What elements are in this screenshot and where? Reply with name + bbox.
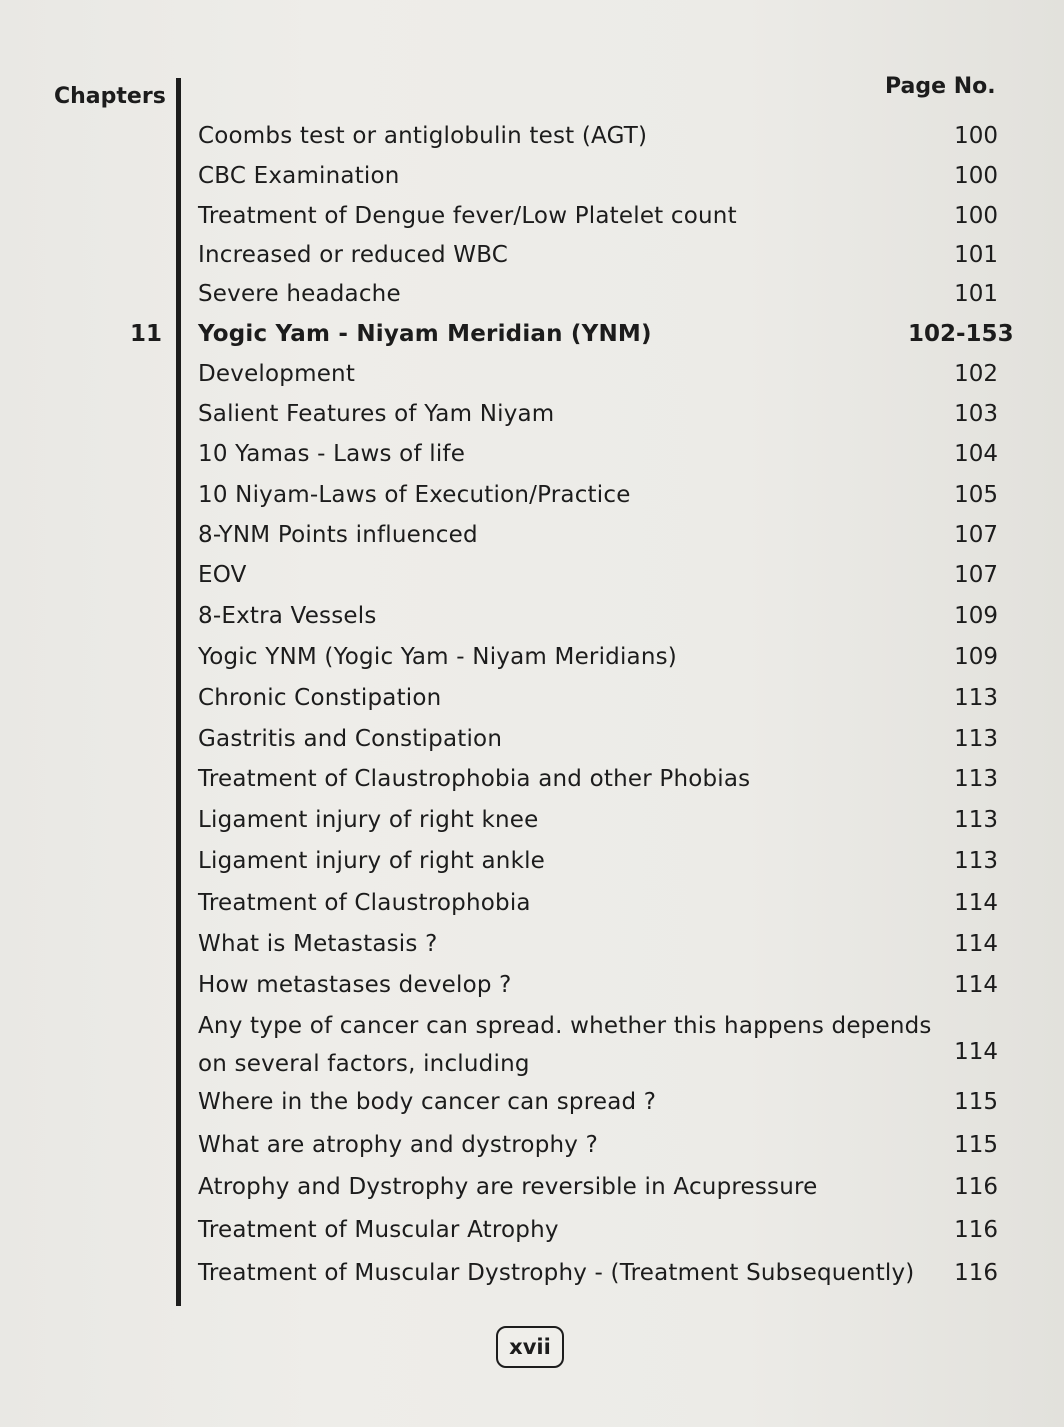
toc-entry bbox=[198, 1007, 1010, 1083]
entry-page: 100 bbox=[954, 163, 998, 189]
entry-title: Atrophy and Dystrophy are reversible in Acupressure bbox=[198, 1174, 818, 1200]
entry-page: 113 bbox=[954, 766, 998, 792]
entry-page: 100 bbox=[954, 203, 998, 229]
entry-title: 10 Yamas - Laws of life bbox=[198, 441, 466, 467]
entry-title: 8-YNM Points influenced bbox=[198, 522, 478, 548]
entry-page: 113 bbox=[954, 685, 998, 711]
entry-title: Ligament injury of right ankle bbox=[198, 848, 546, 874]
entry-title: Coombs test or antiglobulin test (AGT) bbox=[198, 123, 648, 149]
page-number-badge: xvii bbox=[496, 1326, 564, 1368]
entry-title: Development bbox=[198, 361, 356, 387]
entry-title: What is Metastasis ? bbox=[198, 931, 438, 957]
page-number-column-header: Page No. bbox=[885, 74, 996, 99]
toc-entry bbox=[198, 1256, 1010, 1290]
toc-entry bbox=[198, 1213, 1010, 1247]
chapter-page-range: 102-153 bbox=[908, 321, 1014, 347]
toc-chapter-entry bbox=[129, 317, 1014, 351]
toc-entry bbox=[198, 159, 1010, 193]
toc-entry bbox=[198, 681, 1010, 715]
toc-entry bbox=[198, 599, 1010, 633]
entry-page: 115 bbox=[954, 1089, 998, 1115]
toc-entry bbox=[198, 722, 1010, 756]
toc-entry bbox=[198, 199, 1010, 233]
toc-entry bbox=[198, 478, 1010, 512]
entry-page: 107 bbox=[954, 522, 998, 548]
chapter-number: 11 bbox=[129, 321, 162, 347]
toc-entry bbox=[198, 886, 1010, 920]
entry-page: 109 bbox=[954, 603, 998, 629]
toc-entry bbox=[198, 357, 1010, 391]
entry-title: Treatment of Dengue fever/Low Platelet count bbox=[198, 203, 737, 229]
entry-page: 116 bbox=[954, 1174, 998, 1200]
entry-title: Salient Features of Yam Niyam bbox=[198, 401, 555, 427]
toc-entry bbox=[198, 762, 1010, 796]
entry-page: 116 bbox=[954, 1217, 998, 1243]
toc-entry bbox=[198, 1170, 1010, 1204]
entry-title: Severe headache bbox=[198, 281, 401, 307]
toc-entry bbox=[198, 437, 1010, 471]
toc-entry bbox=[198, 844, 1010, 878]
entry-title: Treatment of Claustrophobia bbox=[198, 890, 531, 916]
toc-entry bbox=[198, 927, 1010, 961]
toc-entry bbox=[198, 968, 1010, 1002]
toc-entry bbox=[198, 277, 1010, 311]
entry-title: Increased or reduced WBC bbox=[198, 242, 509, 268]
chapters-column-header: Chapters bbox=[54, 84, 166, 109]
toc-entry bbox=[198, 119, 1010, 153]
entry-page: 104 bbox=[954, 441, 998, 467]
toc-entry bbox=[198, 1085, 1010, 1119]
toc-entry bbox=[198, 640, 1010, 674]
entry-title: Treatment of Muscular Dystrophy - (Treatment Subsequently) bbox=[198, 1260, 915, 1286]
entry-page: 113 bbox=[954, 807, 998, 833]
entry-title: CBC Examination bbox=[198, 163, 400, 189]
entry-page: 100 bbox=[954, 123, 998, 149]
entry-page: 115 bbox=[954, 1132, 998, 1158]
entry-title: Ligament injury of right knee bbox=[198, 807, 539, 833]
entry-title: Chronic Constipation bbox=[198, 685, 442, 711]
toc-entry bbox=[198, 1128, 1010, 1162]
entry-title: 8-Extra Vessels bbox=[198, 603, 377, 629]
chapter-title: Yogic Yam - Niyam Meridian (YNM) bbox=[198, 321, 652, 347]
entry-page: 103 bbox=[954, 401, 998, 427]
toc-entry bbox=[198, 558, 1010, 592]
entry-title: Gastritis and Constipation bbox=[198, 726, 503, 752]
entry-page: 114 bbox=[954, 931, 998, 957]
entry-page: 102 bbox=[954, 361, 998, 387]
entry-page: 116 bbox=[954, 1260, 998, 1286]
entry-page: 101 bbox=[954, 242, 998, 268]
toc-entry bbox=[198, 238, 1010, 272]
entry-page: 105 bbox=[954, 482, 998, 508]
entry-title: Yogic YNM (Yogic Yam - Niyam Meridians) bbox=[198, 644, 677, 670]
entry-title: EOV bbox=[198, 562, 247, 588]
entry-title: What are atrophy and dystrophy ? bbox=[198, 1132, 599, 1158]
entry-title: Any type of cancer can spread. whether this happens depends on several factors, including bbox=[198, 1013, 932, 1077]
entry-title: Treatment of Claustrophobia and other Phobias bbox=[198, 766, 751, 792]
entry-title: Treatment of Muscular Atrophy bbox=[198, 1217, 559, 1243]
toc-entry bbox=[198, 518, 1010, 552]
entry-page: 114 bbox=[954, 890, 998, 916]
entry-page: 113 bbox=[954, 726, 998, 752]
toc-entry bbox=[198, 397, 1010, 431]
entry-page: 109 bbox=[954, 644, 998, 670]
entry-page: 114 bbox=[954, 1039, 998, 1065]
toc-entry bbox=[198, 803, 1010, 837]
entry-title: How metastases develop ? bbox=[198, 972, 512, 998]
entry-page: 113 bbox=[954, 848, 998, 874]
entry-page: 101 bbox=[954, 281, 998, 307]
entry-title: 10 Niyam-Laws of Execution/Practice bbox=[198, 482, 631, 508]
entry-page: 114 bbox=[954, 972, 998, 998]
entry-page: 107 bbox=[954, 562, 998, 588]
vertical-divider-rule bbox=[176, 78, 181, 1306]
entry-title: Where in the body cancer can spread ? bbox=[198, 1089, 657, 1115]
